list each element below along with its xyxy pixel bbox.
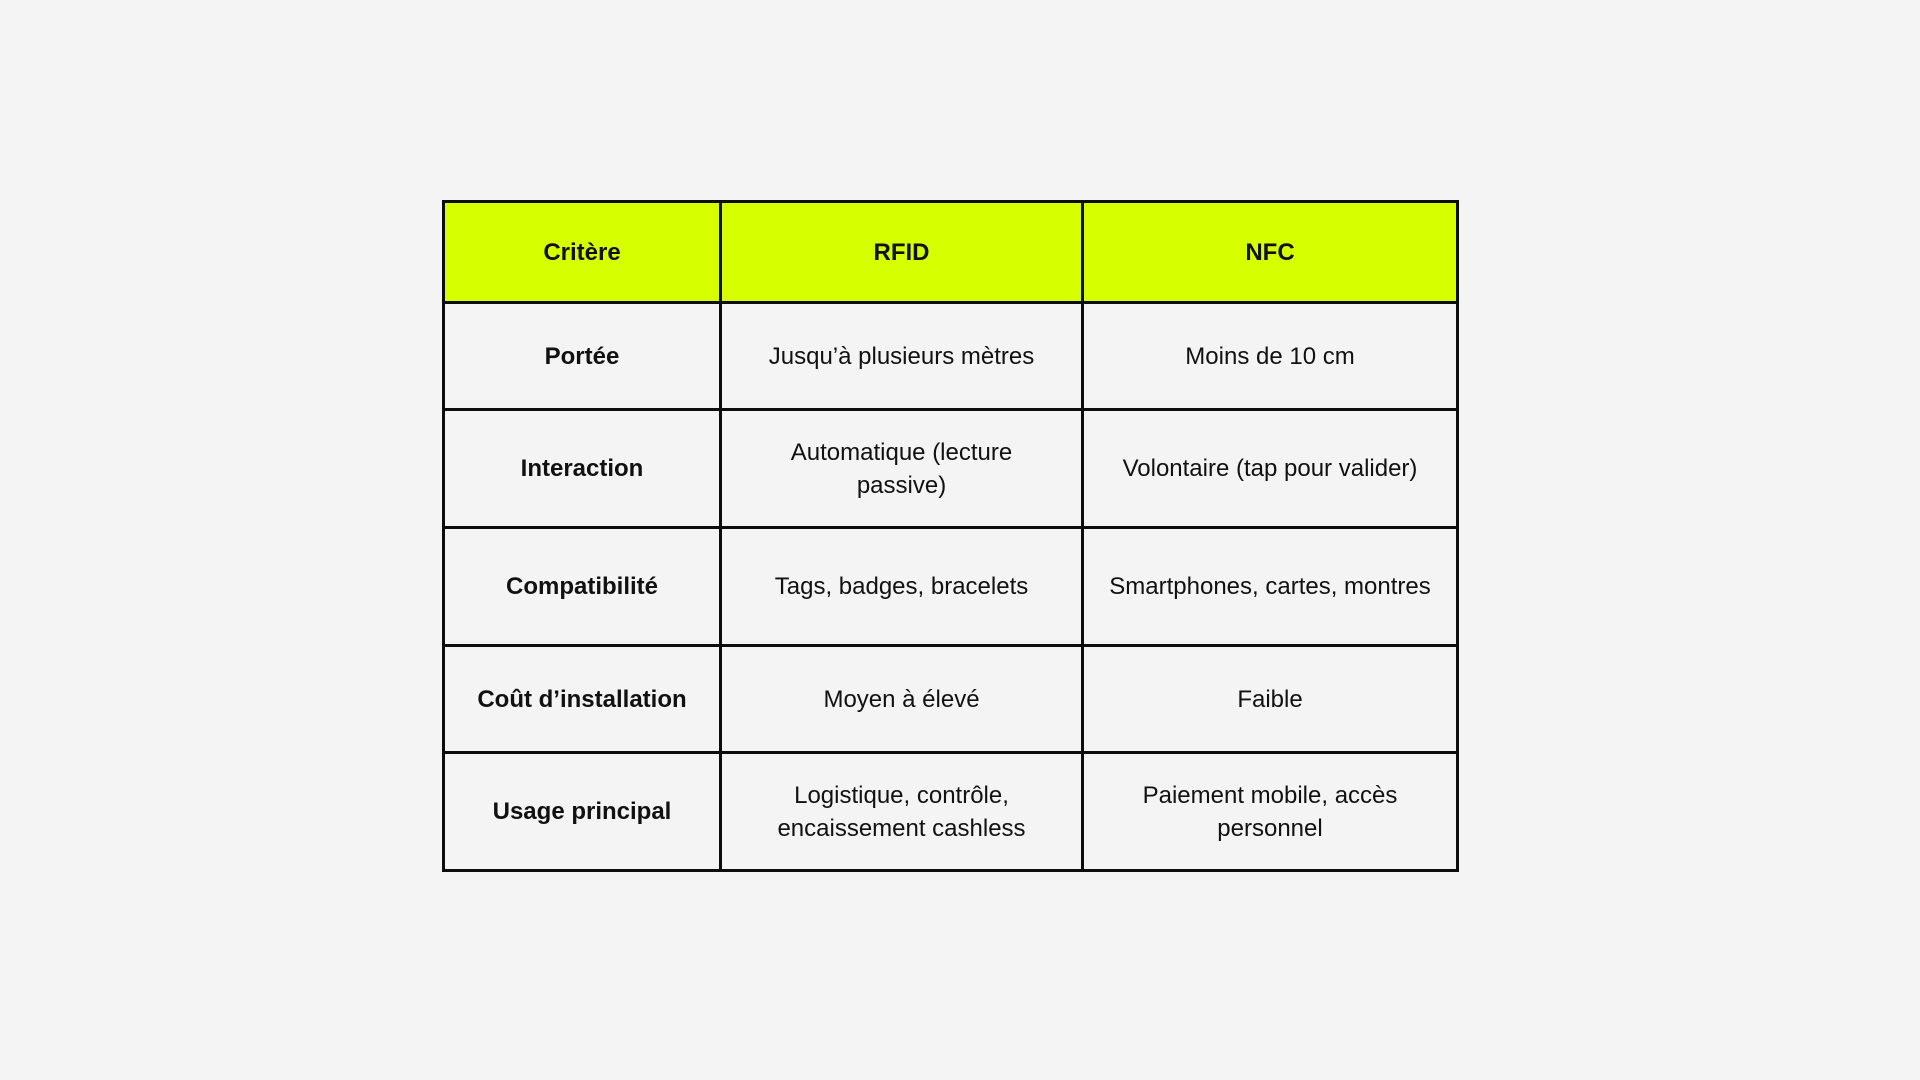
- row-nfc-cell: Faible: [1083, 646, 1458, 753]
- table-row: [444, 303, 1458, 410]
- table-header-row: [444, 202, 1458, 303]
- row-criterion-cell: Coût d’installation: [444, 646, 721, 753]
- row-criterion-cell: Interaction: [444, 410, 721, 528]
- row-rfid-cell: Moyen à élevé: [721, 646, 1083, 753]
- comparison-table-container: [442, 200, 1459, 872]
- row-nfc-cell: Volontaire (tap pour valider): [1083, 410, 1458, 528]
- header-nfc: NFC: [1083, 202, 1458, 303]
- row-rfid-cell: Tags, badges, bracelets: [721, 528, 1083, 646]
- row-criterion-cell: Portée: [444, 303, 721, 410]
- header-criterion: Critère: [444, 202, 721, 303]
- row-rfid-cell: Jusqu’à plusieurs mètres: [721, 303, 1083, 410]
- comparison-table: [442, 200, 1459, 872]
- row-nfc-cell: Smartphones, cartes, montres: [1083, 528, 1458, 646]
- row-nfc-cell: Moins de 10 cm: [1083, 303, 1458, 410]
- table-row: [444, 410, 1458, 528]
- table-row: [444, 646, 1458, 753]
- header-rfid: RFID: [721, 202, 1083, 303]
- table-row: [444, 753, 1458, 871]
- table-row: [444, 528, 1458, 646]
- row-criterion-cell: Compatibilité: [444, 528, 721, 646]
- row-rfid-cell: Automatique (lecture passive): [721, 410, 1083, 528]
- row-nfc-cell: Paiement mobile, accès personnel: [1083, 753, 1458, 871]
- row-criterion-cell: Usage principal: [444, 753, 721, 871]
- row-rfid-cell: Logistique, contrôle, encaissement cashless: [721, 753, 1083, 871]
